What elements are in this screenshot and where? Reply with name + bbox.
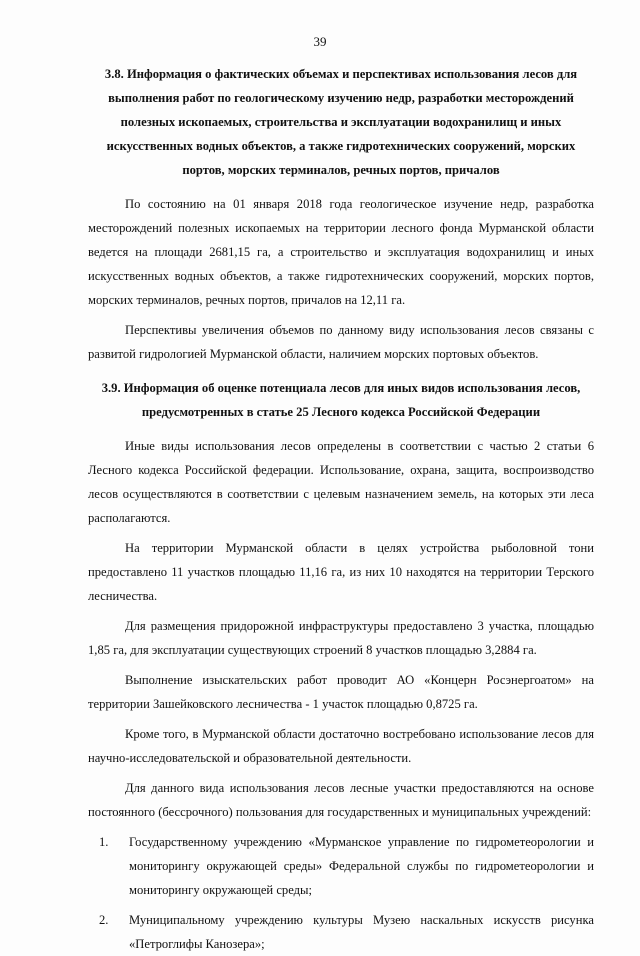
paragraph: Иные виды использования лесов определены в соответствии с частью 2 статьи 6 Лесного кодекса Российской федерации. Использование, охрана, защита, воспроизводство лесов осуществляются в соответствии с целевым назначением земель, на которых эти леса располагаются. bbox=[88, 439, 594, 525]
list-item bbox=[88, 908, 594, 956]
page-content bbox=[88, 62, 594, 956]
section-3-8-heading: 3.8. Информация о фактических объемах и перспективах использования лесов для выполнения работ по геологическому изучению недр, разработки месторождений полезных ископаемых, строительства и эксплуатации водохранилищ и иных искусственных водных объектов, а также гидротехнических сооружений, морских портов, морских терминалов, речных портов, причалов bbox=[104, 67, 578, 177]
paragraph: Для размещения придорожной инфраструктуры предоставлено 3 участка, площадью 1,85 га, для эксплуатации существующих строений 8 участков площадью 3,2884 га. bbox=[88, 619, 594, 657]
paragraph: Для данного вида использования лесов лесные участки предоставляются на основе постоянного (бессрочного) пользования для государственных и муниципальных учреждений: bbox=[88, 781, 594, 819]
paragraph: Выполнение изыскательских работ проводит АО «Концерн Росэнергоатом» на территории Зашейковского лесничества - 1 участок площадью 0,8725 га. bbox=[88, 673, 594, 711]
list-item-number: 1. bbox=[99, 835, 109, 849]
page-number: 39 bbox=[313, 34, 327, 49]
institutions-list bbox=[88, 830, 594, 956]
list-item-number: 2. bbox=[99, 913, 109, 927]
paragraph: Кроме того, в Мурманской области достаточно востребовано использование лесов для научно-исследовательской и образовательной деятельности. bbox=[88, 727, 594, 765]
section-3-9-heading: 3.9. Информация об оценке потенциала лесов для иных видов использования лесов, предусмотренных в статье 25 Лесного кодекса Российской Федерации bbox=[101, 381, 581, 419]
list-item-text: Государственному учреждению «Мурманское управление по гидрометеорологии и мониторингу окружающей среды» Федеральной службы по гидрометеорологии и мониторингу окружающей среды; bbox=[129, 835, 594, 897]
paragraph: По состоянию на 01 января 2018 года геологическое изучение недр, разработка месторождений полезных ископаемых на территории лесного фонда Мурманской области ведется на площади 2681,15 га, а строительство и эксплуатация водохранилищ и иных искусственных водных объектов, а также гидротехнических сооружений, морских портов, морских терминалов, речных портов, причалов на 12,11 га. bbox=[88, 197, 594, 307]
list-item bbox=[88, 830, 594, 902]
list-item-text: Муниципальному учреждению культуры Музею наскальных искусств рисунка «Петроглифы Канозера»; bbox=[129, 913, 594, 951]
paragraph: Перспективы увеличения объемов по данному виду использования лесов связаны с развитой гидрологией Мурманской области, наличием морских портовых объектов. bbox=[88, 323, 594, 361]
paragraph: На территории Мурманской области в целях устройства рыболовной тони предоставлено 11 участков площадью 11,16 га, из них 10 находятся на территории Терского лесничества. bbox=[88, 541, 594, 603]
